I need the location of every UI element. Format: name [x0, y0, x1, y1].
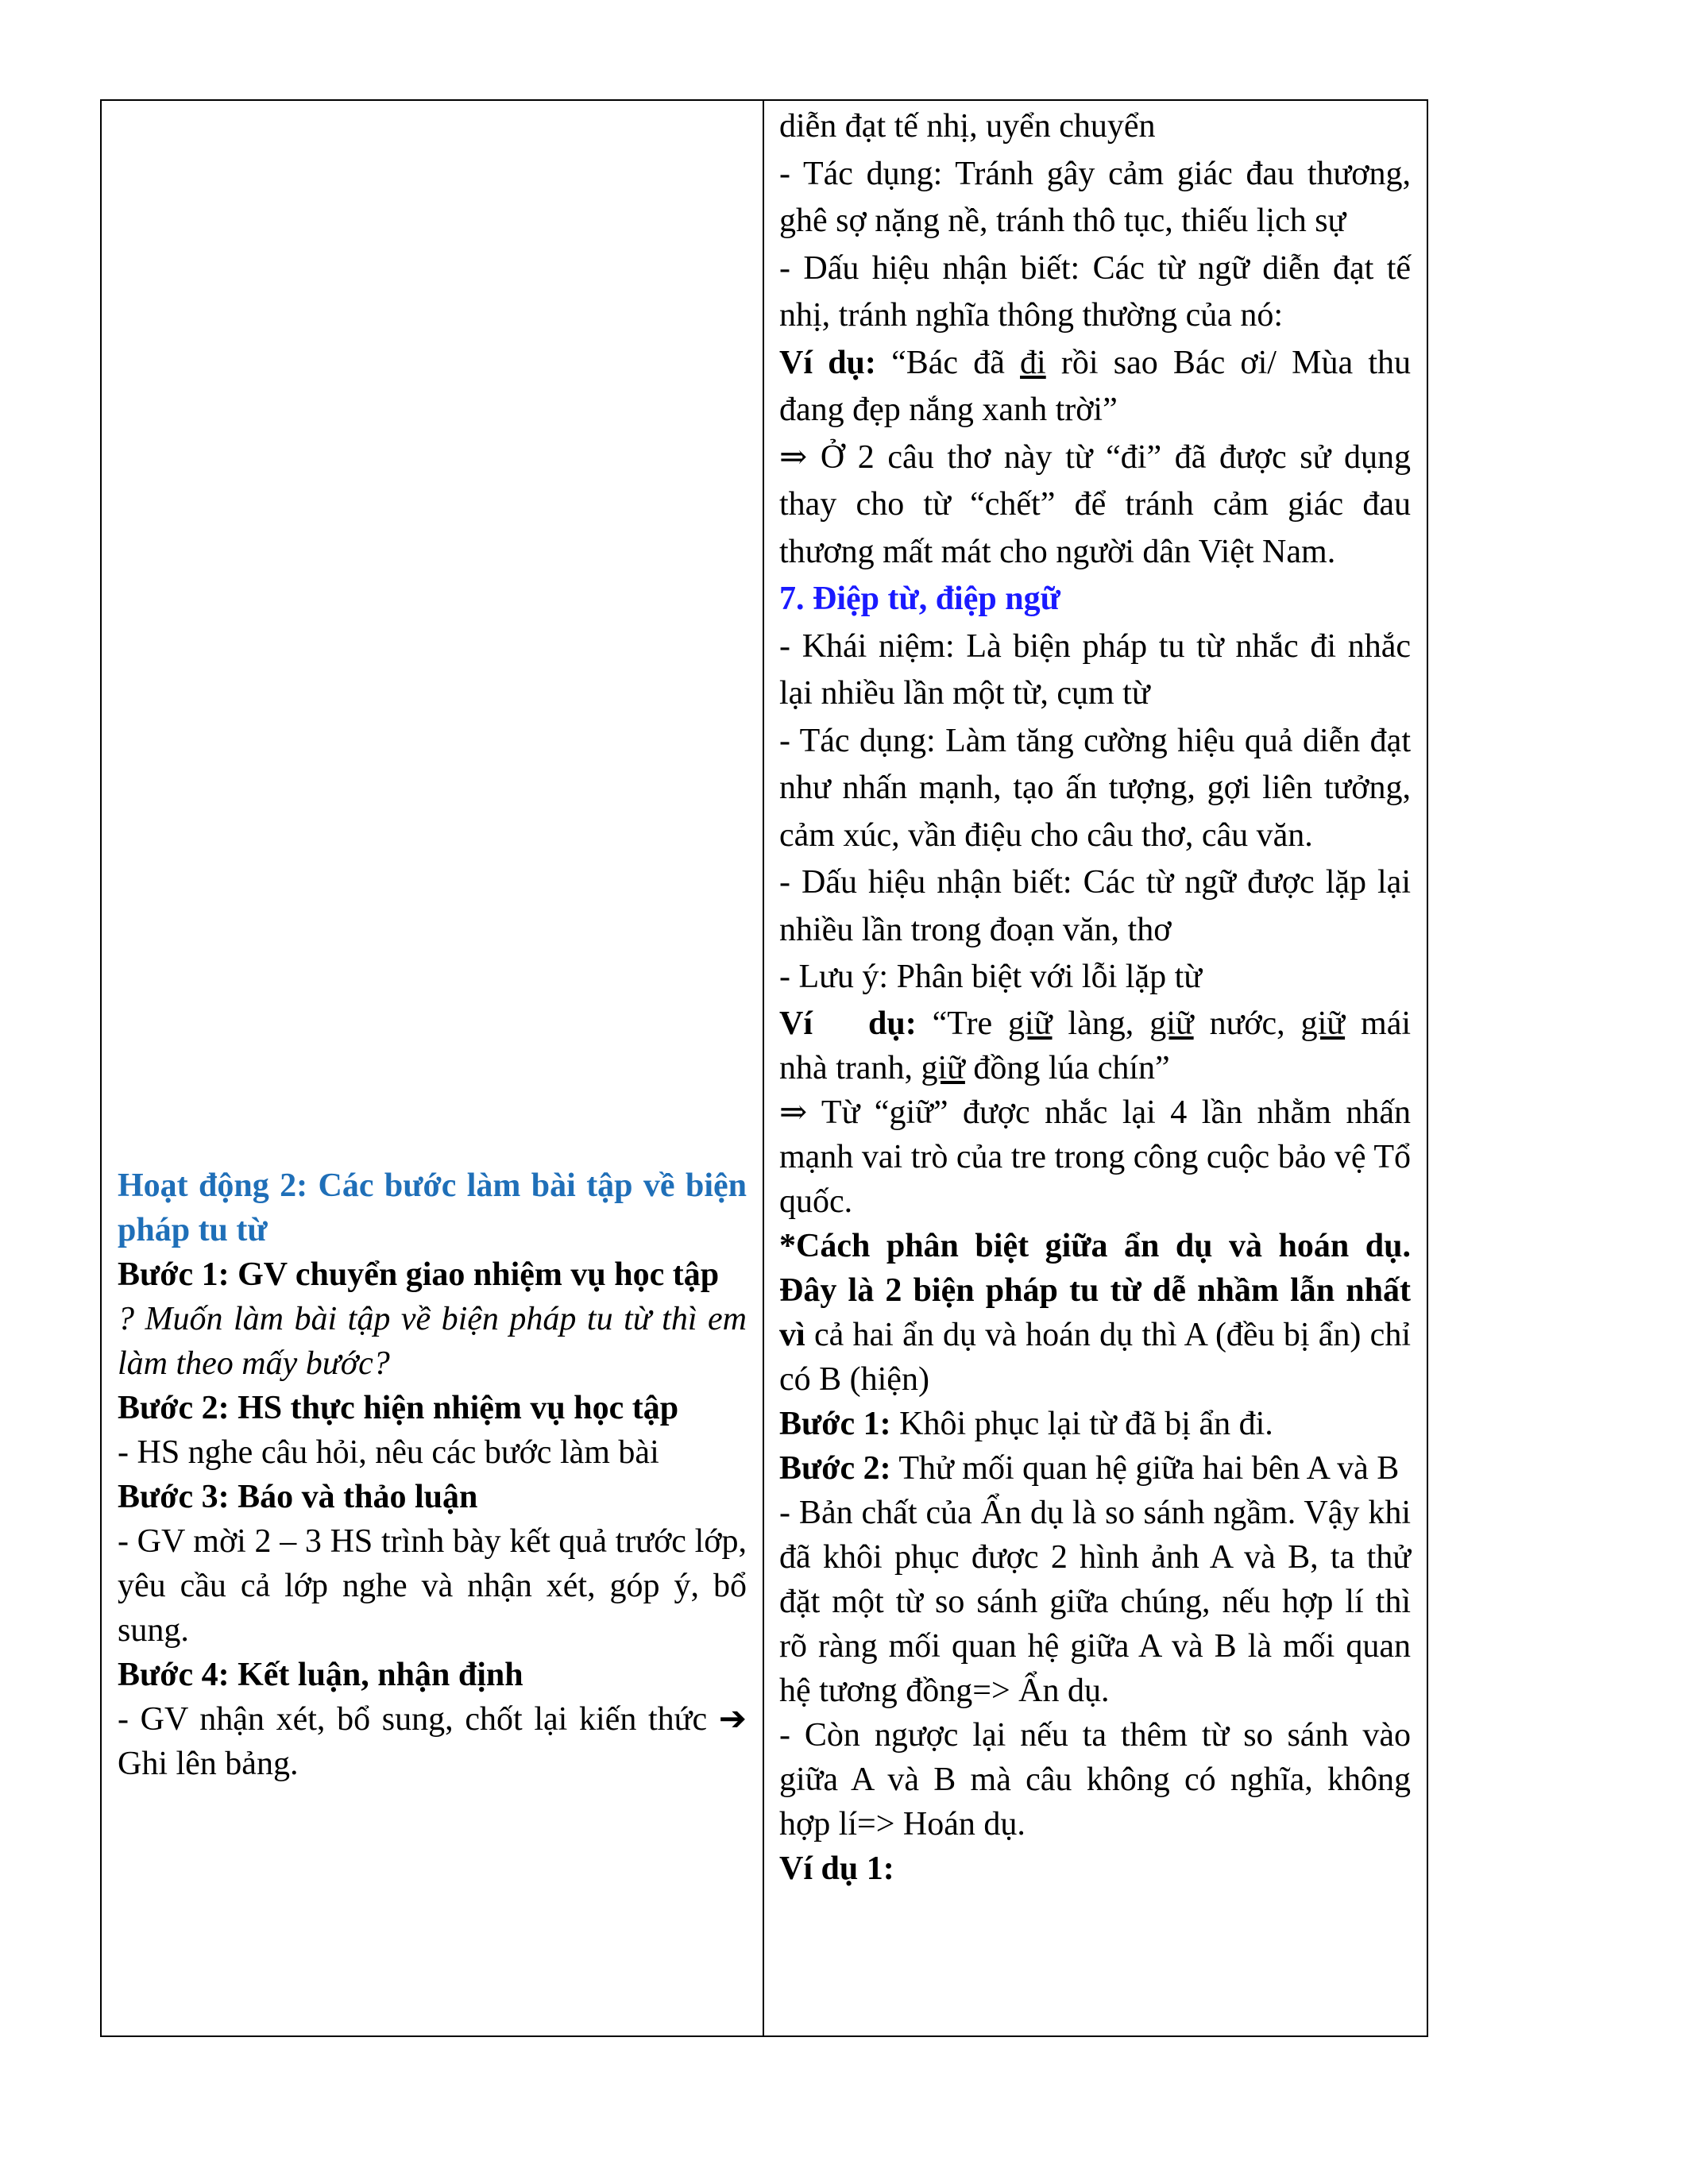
lower-content [779, 1001, 1411, 1891]
section-7-title: 7. Điệp từ, điệp ngữ [779, 581, 1060, 617]
example-text: rồi sao Bác ơi/ Mùa thu đang đẹp nắng xanh trời” [779, 344, 1411, 428]
lesson-table [100, 99, 1428, 2037]
example-text: “Tre [916, 1005, 1009, 1042]
section-7-note: - Lưu ý: Phân biệt với lỗi lặp từ [779, 959, 1203, 995]
section-7-effect: - Tác dụng: Làm tăng cường hiệu quả diễn đạt như nhấn mạnh, tạo ấn tượng, gợi liên tưởng, cảm xúc, vần điệu cho câu thơ, câu văn. [779, 722, 1411, 854]
metonymy-explanation: - Còn ngược lại nếu ta thêm từ so sánh vào giữa A và B mà câu không có nghĩa, không hợp lí=> Hoán dụ. [779, 1716, 1411, 1843]
example-text: nước, [1193, 1005, 1301, 1042]
section-7-concept: - Khái niệm: Là biện pháp tu từ nhắc đi nhắc lại nhiều lần một từ, cụm từ [779, 627, 1411, 712]
example-1 [779, 340, 1411, 434]
example-text: đồng lúa chín” [964, 1049, 1170, 1086]
step3-title: Bước 3: Báo và thảo luận [118, 1479, 478, 1515]
step2-text: - HS nghe câu hỏi, nêu các bước làm bài [118, 1434, 659, 1471]
activity-column [102, 101, 764, 2035]
example-2-result: ⇒ Từ “giữ” được nhắc lại 4 lần nhằm nhấn mạnh vai trò của tre trong công cuộc bảo vệ Tổ quốc. [779, 1094, 1411, 1220]
step4-text [118, 1697, 747, 1786]
step-text: Khôi phục lại từ đã bị ẩn đi. [890, 1405, 1273, 1442]
content-body [764, 101, 1427, 1891]
example-underlined-word: giữ [1300, 1005, 1346, 1042]
example-text: “Bác đã [875, 344, 1021, 381]
content-line: diễn đạt tế nhị, uyển chuyển [779, 108, 1156, 145]
activity-content [118, 1163, 747, 1786]
example-label: Ví dụ: [779, 344, 876, 381]
step-b1 [779, 1402, 1411, 1446]
step3-text: - GV mời 2 – 3 HS trình bày kết quả trước lớp, yêu cầu cả lớp nghe và nhận xét, góp ý, bổ sung. [118, 1523, 747, 1649]
step-text: Thử mối quan hệ giữa hai bên A và B [890, 1449, 1400, 1487]
example-2 [779, 1001, 1411, 1090]
example-1-result: ⇒ Ở 2 câu thơ này từ “đi” đã được sử dụng thay cho từ “chết” để tránh cảm giác đau thương mất mát cho người dân Việt Nam. [779, 438, 1411, 570]
section-7-sign: - Dấu hiệu nhận biết: Các từ ngữ được lặp lại nhiều lần trong đoạn văn, thơ [779, 864, 1411, 948]
step1-question: ? Muốn làm bài tập về biện pháp tu từ thì em làm theo mấy bước? [118, 1301, 747, 1382]
example-label: Ví [779, 1005, 813, 1042]
effect-text: - Tác dụng: Tránh gây cảm giác đau thương, ghê sợ nặng nề, tránh thô tục, thiếu lịch sự [779, 155, 1411, 239]
step4-title: Bước 4: Kết luận, nhận định [118, 1657, 523, 1693]
step1-title: Bước 1: GV chuyển giao nhiệm vụ học tập [118, 1256, 720, 1293]
example-label: dụ: [868, 1005, 917, 1042]
example-text: làng, [1052, 1005, 1150, 1042]
activity-heading: Hoạt động 2: Các bước làm bài tập về biện pháp tu từ [118, 1167, 747, 1248]
example-3-label: Ví dụ 1: [779, 1850, 894, 1887]
step4-note: Ghi lên bảng. [118, 1746, 299, 1782]
step-label: Bước 1: [779, 1405, 891, 1442]
arrow-icon: ➔ [718, 1701, 747, 1738]
step-label: Bước 2: [779, 1449, 891, 1487]
difference-text: cả hai ẩn dụ và hoán dụ thì A (đều bị ẩn) chỉ có B (hiện) [779, 1316, 1411, 1398]
example-underlined-word: đi [1020, 344, 1046, 381]
sign-text: - Dấu hiệu nhận biết: Các từ ngữ diễn đạt tế nhị, tránh nghĩa thông thường của nó: [779, 249, 1411, 334]
example-underlined-word: giữ [1149, 1005, 1194, 1042]
step-b2 [779, 1446, 1411, 1491]
step2-title: Bước 2: HS thực hiện nhiệm vụ học tập [118, 1390, 679, 1426]
step4-text-main: - GV nhận xét, bổ sung, chốt lại kiến thức [118, 1701, 708, 1738]
content-column [764, 101, 1427, 2035]
example-underlined-word: giữ [921, 1049, 965, 1086]
metaphor-explanation: - Bản chất của Ẩn dụ là so sánh ngầm. Vậy khi đã khôi phục được 2 hình ảnh A và B, ta thử đặt một từ so sánh giữa chúng, nếu hợp lí thì rõ ràng mối quan hệ giữa A và B là mối quan hệ tương đồng=> Ẩn dụ. [779, 1494, 1411, 1709]
difference-bold: *Cách phân biệt giữa ẩn dụ và hoán dụ. Đây là 2 biện pháp tu từ dễ nhầm lẫn nhất vì [779, 1227, 1411, 1353]
difference-intro [779, 1224, 1411, 1402]
example-text: mái nhà tranh, [779, 1005, 1412, 1086]
example-underlined-word: giữ [1008, 1005, 1053, 1042]
